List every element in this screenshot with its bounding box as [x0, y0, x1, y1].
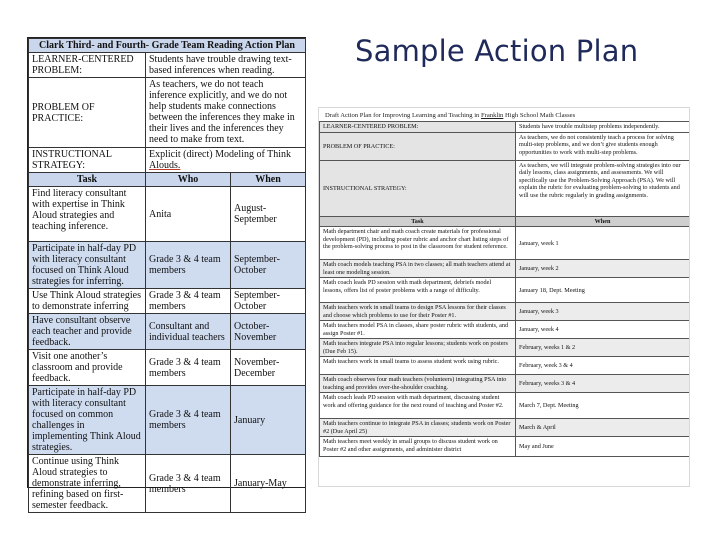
- who-cell: Grade 3 & 4 team members: [146, 386, 231, 455]
- clark-plan-title: Clark Third- and Fourth- Grade Team Reading Action Plan: [29, 39, 306, 53]
- task-cell: Math teachers model PSA in classes, share poster rubric with students, and assign Poster #1.: [320, 321, 516, 339]
- franklin-plan-title: [319, 108, 689, 121]
- when-cell: January-May: [231, 455, 306, 513]
- learner-problem-label: LEARNER-CENTERED PROBLEM:: [320, 122, 516, 133]
- problem-of-practice-label: PROBLEM OF PRACTICE:: [320, 133, 516, 161]
- task-cell: Find literacy consultant with expertise in Think Aloud strategies and teaching inference.: [29, 187, 146, 242]
- when-cell: March & April: [516, 419, 690, 437]
- task-cell: Math teachers integrate PSA into regular lessons; students work on posters (Due Feb 15).: [320, 339, 516, 357]
- when-cell: January, week 3: [516, 303, 690, 321]
- who-cell: Grade 3 & 4 team members: [146, 350, 231, 386]
- table-row: [29, 187, 306, 242]
- task-cell: Math teachers work in small teams to design PSA lessons for their classes and choose which problems to use for their Poster #1.: [320, 303, 516, 321]
- task-cell: Use Think Aloud strategies to demonstrate inferring: [29, 289, 146, 314]
- table-row: [29, 350, 306, 386]
- clark-action-plan: [27, 37, 306, 511]
- table-row: [320, 278, 690, 303]
- when-cell: January, week 4: [516, 321, 690, 339]
- col-header-task: Task: [320, 217, 516, 227]
- instructional-strategy-value: As teachers, we will integrate problem-solving strategies into our daily lessons, class assignments, and assessments. We will specifically use the Problem-Solving Approach (PSA). We will explain the rubric for evaluating problem-solving to students and will use the rubric regularly in grading assignments.: [516, 161, 690, 217]
- when-cell: January: [231, 386, 306, 455]
- col-header-when: When: [231, 173, 306, 187]
- title-part: High School Math Classes: [503, 112, 576, 119]
- learner-problem-value: Students have trouble drawing text-based inferences when reading.: [146, 53, 306, 78]
- task-cell: Visit one another’s classroom and provide feedback.: [29, 350, 146, 386]
- problem-of-practice-label: PROBLEM OF PRACTICE:: [29, 78, 146, 148]
- who-cell: Grade 3 & 4 team members: [146, 289, 231, 314]
- table-row: [320, 227, 690, 260]
- table-row: [320, 419, 690, 437]
- strategy-text: Explicit (direct) Modeling of Think: [149, 149, 292, 160]
- who-cell: Grade 3 & 4 team members: [146, 242, 231, 289]
- when-cell: February, weeks 3 & 4: [516, 375, 690, 393]
- task-cell: Continue using Think Aloud strategies to demonstrate inferring, refining based on first-semester feedback.: [29, 455, 146, 513]
- instructional-strategy-label: INSTRUCTIONAL STRATEGY:: [29, 148, 146, 173]
- strategy-text-underlined: Alouds.: [149, 160, 181, 171]
- table-row: [29, 314, 306, 350]
- task-cell: Math coach observes four math teachers (volunteers) integrating PSA into teaching and provides over-the-shoulder coaching.: [320, 375, 516, 393]
- table-row: [320, 303, 690, 321]
- franklin-plan-table: [319, 121, 689, 457]
- task-cell: Math teachers meet weekly in small groups to discuss student work on Poster #2 and other assignments, and administer district: [320, 437, 516, 457]
- table-row: [320, 437, 690, 457]
- task-cell: Math coach leads PD session with math department, discussing student work and offering guidance for the next round of teaching and Poster #2.: [320, 393, 516, 419]
- table-row: [320, 339, 690, 357]
- learner-problem-label: LEARNER-CENTERED PROBLEM:: [29, 53, 146, 78]
- task-cell: Math teachers continue to integrate PSA in classes; students work on Poster #2 (Due April 25): [320, 419, 516, 437]
- table-row: [29, 386, 306, 455]
- table-row: [320, 321, 690, 339]
- table-row: [320, 260, 690, 278]
- who-cell: Grade 3 & 4 team members: [146, 455, 231, 513]
- when-cell: January, week 2: [516, 260, 690, 278]
- task-cell: Math coach leads PD session with math department, debriefs model lessons, offers list of poster problems with a range of difficulty.: [320, 278, 516, 303]
- instructional-strategy-value: [146, 148, 306, 173]
- when-cell: February, weeks 1 & 2: [516, 339, 690, 357]
- col-header-who: Who: [146, 173, 231, 187]
- when-cell: November-December: [231, 350, 306, 386]
- task-cell: Have consultant observe each teacher and provide feedback.: [29, 314, 146, 350]
- title-school-name: Franklin: [480, 112, 504, 119]
- table-row: [320, 393, 690, 419]
- title-part: Draft Action Plan for Improving Learning and Teaching in: [325, 112, 481, 119]
- franklin-action-plan: [319, 108, 689, 486]
- clark-plan-table: [28, 38, 306, 513]
- task-cell: Math department chair and math coach create materials for professional development (PD), including poster rubric and anchor chart listing steps of the problem-solving process to post in the classroom for student reference.: [320, 227, 516, 260]
- instructional-strategy-label: INSTRUCTIONAL STRATEGY:: [320, 161, 516, 217]
- when-cell: March 7, Dept. Meeting: [516, 393, 690, 419]
- table-row: [29, 455, 306, 513]
- table-row: [320, 375, 690, 393]
- table-row: [320, 357, 690, 375]
- when-cell: January 18, Dept. Meeting: [516, 278, 690, 303]
- problem-of-practice-value: As teachers, we do not teach inference explicitly, and we do not help students make connections between the inferences they make in their lives and the inferences they need to make from text.: [146, 78, 306, 148]
- when-cell: May and June: [516, 437, 690, 457]
- who-cell: Anita: [146, 187, 231, 242]
- problem-of-practice-value: As teachers, we do not consistently teach a process for solving multi-step problems, and we don’t give students enough opportunities to work with multi-step problems.: [516, 133, 690, 161]
- when-cell: October-November: [231, 314, 306, 350]
- when-cell: September-October: [231, 242, 306, 289]
- who-cell: Consultant and individual teachers: [146, 314, 231, 350]
- when-cell: January, week 1: [516, 227, 690, 260]
- learner-problem-value: Students have trouble multistep problems independently.: [516, 122, 690, 133]
- table-row: [29, 289, 306, 314]
- task-cell: Participate in half-day PD with literacy consultant focused on Think Aloud strategies for inferring.: [29, 242, 146, 289]
- task-cell: Math teachers work in small teams to assess student work using rubric.: [320, 357, 516, 375]
- col-header-task: Task: [29, 173, 146, 187]
- when-cell: August-September: [231, 187, 306, 242]
- slide-title: Sample Action Plan: [355, 34, 639, 68]
- when-cell: February, week 3 & 4: [516, 357, 690, 375]
- table-row: [29, 242, 306, 289]
- task-cell: Math coach models teaching PSA in two classes; all math teachers attend at least one modeling session.: [320, 260, 516, 278]
- col-header-when: When: [516, 217, 690, 227]
- task-cell: Participate in half-day PD with literacy consultant focused on common challenges in implementing Think Aloud strategies.: [29, 386, 146, 455]
- when-cell: September-October: [231, 289, 306, 314]
